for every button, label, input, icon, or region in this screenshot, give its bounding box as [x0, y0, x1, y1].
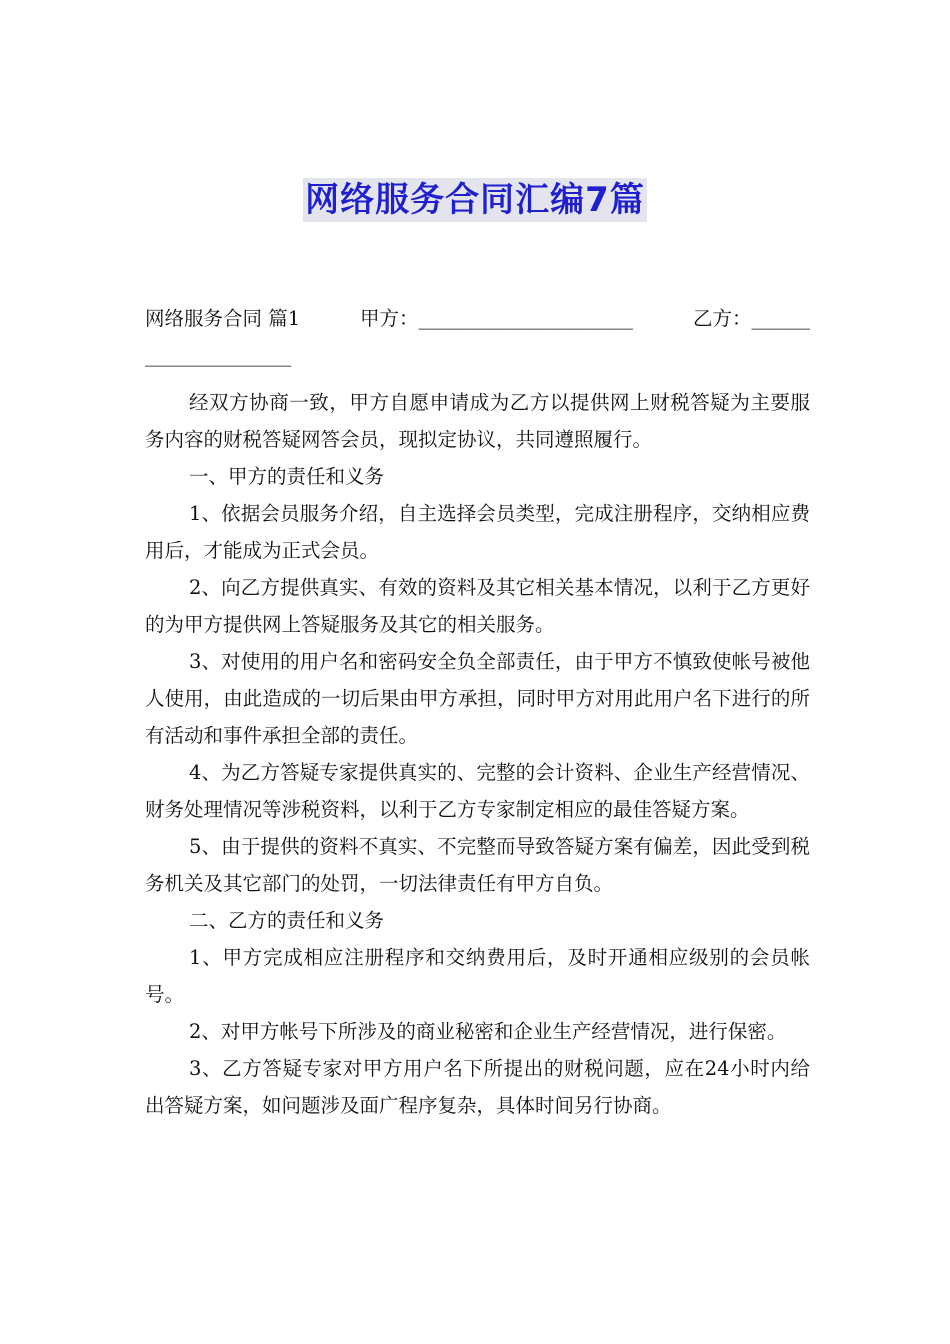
clause-a-1: 1、依据会员服务介绍，自主选择会员类型，完成注册程序，交纳相应费用后，才能成为正式会员。 [145, 502, 810, 562]
section-heading-party-b: 二、乙方的责任和义务 [189, 909, 385, 932]
contract-heading: 网络服务合同 篇1 [145, 307, 301, 330]
clause-a-4: 4、为乙方答疑专家提供真实的、完整的会计资料、企业生产经营情况、财务处理情况等涉税资料，以利于乙方专家制定相应的最佳答疑方案。 [145, 761, 810, 821]
document-title: 网络服务合同汇编7篇 [305, 180, 645, 220]
header-line-continuation: _______________ [145, 344, 292, 367]
title-container [0, 178, 950, 222]
clause-a-2: 2、向乙方提供真实、有效的资料及其它相关基本情况，以利于乙方更好的为甲方提供网上答疑服务及其它的相关服务。 [145, 576, 810, 636]
clause-a-5: 5、由于提供的资料不真实、不完整而导致答疑方案有偏差，因此受到税务机关及其它部门的处罚，一切法律责任有甲方自负。 [145, 835, 810, 895]
document-body [145, 300, 810, 1124]
clause-b-2: 2、对甲方帐号下所涉及的商业秘密和企业生产经营情况，进行保密。 [189, 1020, 787, 1043]
intro-paragraph: 经双方协商一致，甲方自愿申请成为乙方以提供网上财税答疑为主要服务内容的财税答疑网答会员，现拟定协议，共同遵照履行。 [145, 391, 810, 451]
clause-b-3: 3、乙方答疑专家对甲方用户名下所提出的财税问题，应在24小时内给出答疑方案，如问题涉及面广程序复杂，具体时间另行协商。 [145, 1057, 810, 1117]
clause-a-3: 3、对使用的用户名和密码安全负全部责任，由于甲方不慎致使帐号被他人使用，由此造成的一切后果由甲方承担，同时甲方对用此用户名下进行的所有活动和事件承担全部的责任。 [145, 650, 810, 747]
header-line [145, 300, 810, 337]
party-b-field: 乙方：______ [692, 307, 810, 330]
clause-b-1: 1、甲方完成相应注册程序和交纳费用后，及时开通相应级别的会员帐号。 [145, 946, 810, 1006]
party-a-field: 甲方：______________________ [360, 307, 634, 330]
section-heading-party-a: 一、甲方的责任和义务 [189, 465, 385, 488]
